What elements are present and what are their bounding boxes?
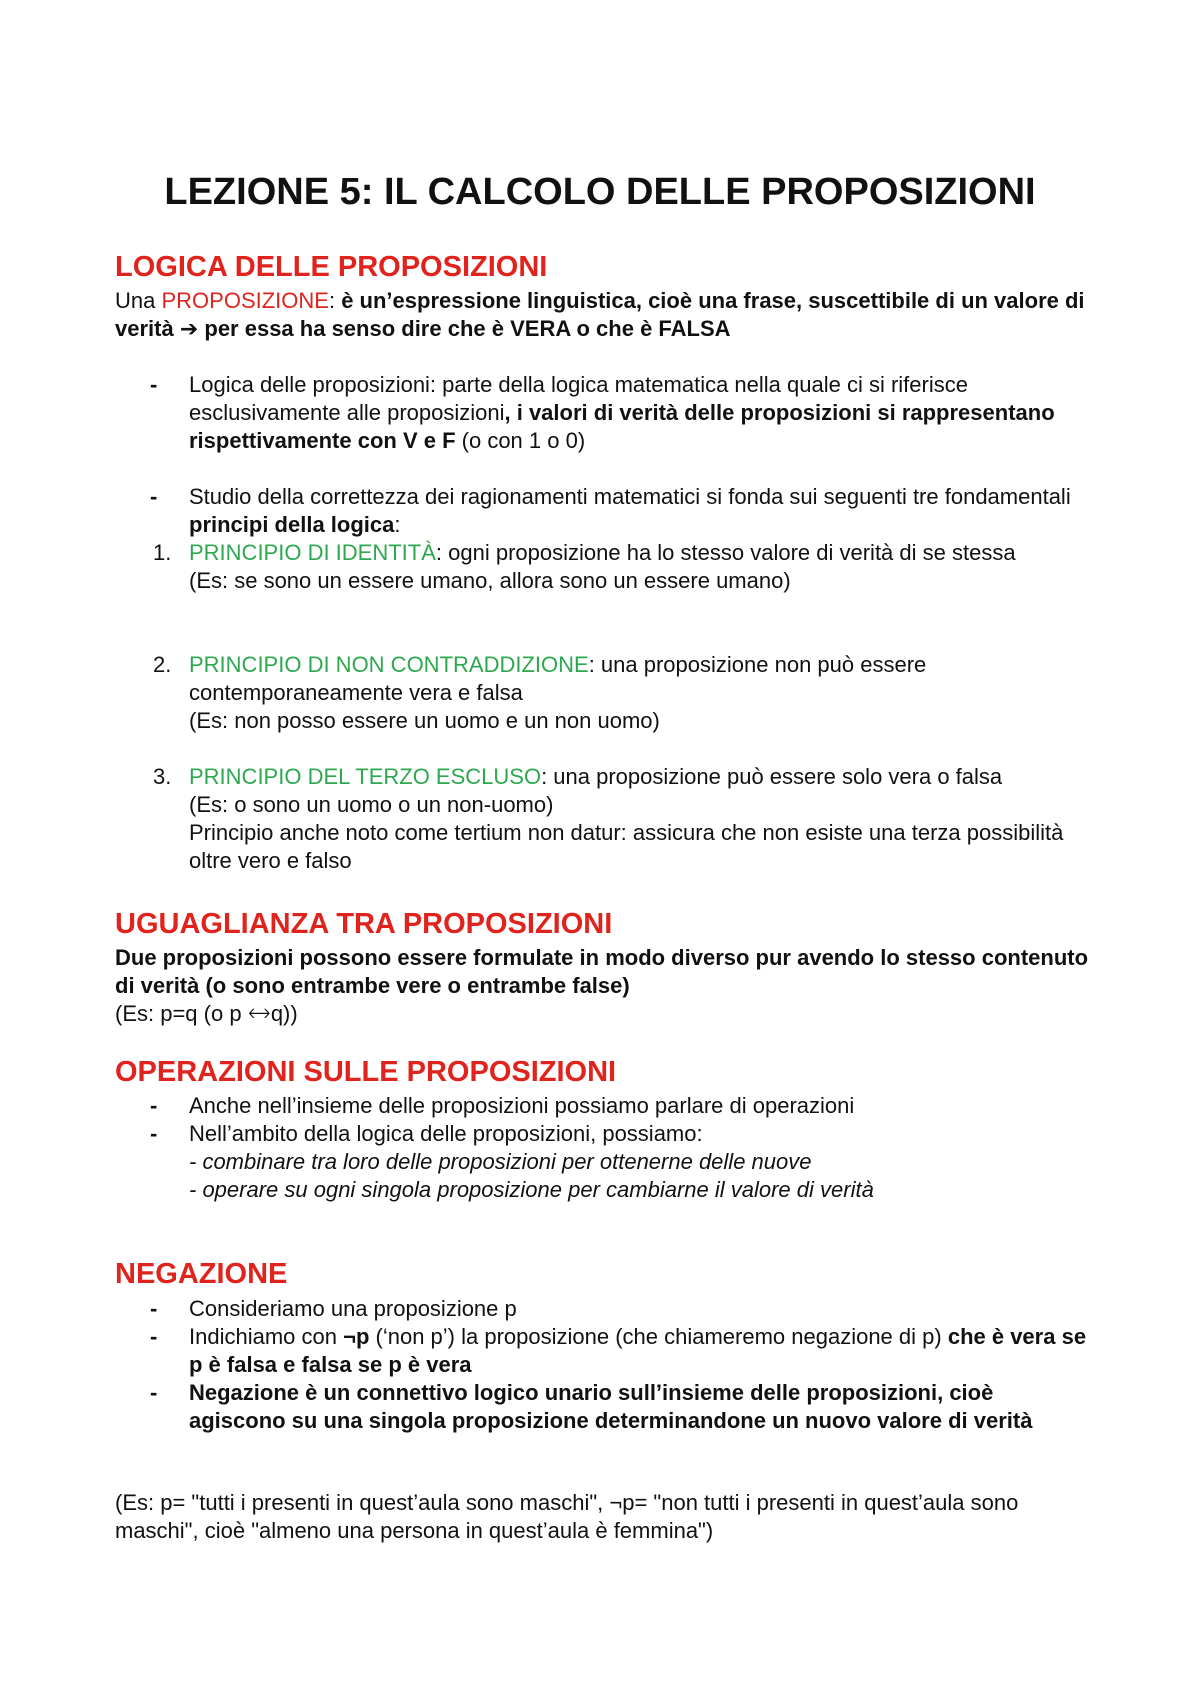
def-term: PROPOSIZIONE — [161, 288, 329, 313]
heading-logica: LOGICA DELLE PROPOSIZIONI — [115, 251, 548, 283]
bullet-dash: - — [150, 484, 158, 509]
sub-item: - combinare tra loro delle proposizioni per ottenerne delle nuove — [189, 1149, 812, 1174]
principle-excluded-middle — [115, 763, 1095, 875]
double-arrow-icon: 🡘 — [247, 1001, 271, 1026]
example-text: (Es: non posso essere un uomo e un non uomo) — [189, 708, 660, 733]
right-arrow-icon: ➔ — [179, 316, 199, 341]
principle-name: PRINCIPIO DI NON CONTRADDIZIONE — [189, 652, 589, 677]
def-body: è un’espressione linguistica, cioè una frase, suscettibile di un valore di verità — [115, 288, 1085, 341]
list-item-text: PRINCIPIO DEL TERZO ESCLUSO: una proposizione può essere solo vera o falsa (Es: o sono un uomo o un non-uomo) Principio anche noto come tertium non datur: assicura che non esiste una terza possibilità oltre vero e falso — [189, 763, 1095, 875]
bullet-dash: - — [150, 1093, 158, 1118]
list-item-text: Indichiamo con ¬p (‘non p’) la proposizione (che chiameremo negazione di p) che è vera se p è falsa e falsa se p è vera — [189, 1324, 1087, 1377]
principle-identity — [115, 539, 1095, 595]
list-item — [115, 1092, 1095, 1120]
bullet-dash: - — [150, 1380, 158, 1405]
list-item — [115, 1323, 1095, 1379]
def-una: Una — [115, 288, 162, 313]
principle-name: PRINCIPIO DI IDENTITÀ — [189, 540, 436, 565]
list-number: 2. — [153, 652, 172, 677]
equality-text: Due proposizioni possono essere formulate in modo diverso pur avendo lo stesso contenuto di verità (o sono entrambe vere o entrambe false) — [115, 945, 1089, 998]
list-item-text: Negazione è un connettivo logico unario sull’insieme delle proposizioni, cioè agiscono su una singola proposizione determinandone un nuovo valore di verità — [189, 1380, 1033, 1433]
list-number: 3. — [153, 764, 172, 789]
heading-negazione: NEGAZIONE — [115, 1258, 288, 1290]
heading-uguaglianza: UGUAGLIANZA TRA PROPOSIZIONI — [115, 908, 613, 940]
list-item-text: PRINCIPIO DI NON CONTRADDIZIONE: una proposizione non può essere contemporaneamente vera e falsa (Es: non posso essere un uomo e un non uomo) — [189, 651, 1095, 735]
proposition-definition — [115, 287, 1105, 343]
bullet-dash: - — [150, 372, 158, 397]
list-item-text: Studio della correttezza dei ragionamenti matematici si fonda sui seguenti tre fondamentali principi della logica: — [189, 484, 1071, 537]
list-item-text: Consideriamo una proposizione p — [189, 1296, 517, 1321]
list-item — [115, 1120, 1095, 1204]
def-colon: : — [328, 288, 342, 313]
list-item — [115, 1379, 1095, 1435]
list-item-text: Nell’ambito della logica delle proposizioni, possiamo: - combinare tra loro delle proposizioni per ottenerne delle nuove - operare su ogni singola proposizione per cambiarne il valore di verità — [189, 1120, 1095, 1204]
principle-name: PRINCIPIO DEL TERZO ESCLUSO — [189, 764, 542, 789]
negation-example: (Es: p= "tutti i presenti in quest’aula sono maschi", ¬p= "non tutti i presenti in quest’aula sono maschi", cioè "almeno una persona in quest’aula è femmina") — [115, 1490, 1019, 1543]
sub-item: - operare su ogni singola proposizione per cambiarne il valore di verità — [189, 1177, 874, 1202]
list-item — [115, 1295, 1095, 1323]
list-item-text: PRINCIPIO DI IDENTITÀ: ogni proposizione ha lo stesso valore di verità di se stessa (Es: se sono un essere umano, allora sono un essere umano) — [189, 539, 1095, 595]
bullet-dash: - — [150, 1324, 158, 1349]
bullet-dash: - — [150, 1121, 158, 1146]
equality-example: (Es: p=q (o p 🡘q)) — [115, 1001, 298, 1026]
list-number: 1. — [153, 540, 172, 565]
bullet-dash: - — [150, 1296, 158, 1321]
list-item — [115, 371, 1095, 455]
def-tail: per essa ha senso dire che è VERA o che è FALSA — [198, 316, 731, 341]
page-title: LEZIONE 5: IL CALCOLO DELLE PROPOSIZIONI — [164, 171, 1036, 213]
list-item — [115, 483, 1095, 539]
note-text: Principio anche noto come tertium non datur: assicura che non esiste una terza possibilità oltre vero e falso — [189, 820, 1064, 873]
list-item-text: Anche nell’insieme delle proposizioni possiamo parlare di operazioni — [189, 1093, 855, 1118]
heading-operazioni: OPERAZIONI SULLE PROPOSIZIONI — [115, 1056, 617, 1088]
example-text: (Es: se sono un essere umano, allora sono un essere umano) — [189, 568, 791, 593]
example-text: (Es: o sono un uomo o un non-uomo) — [189, 792, 554, 817]
list-item-text: Logica delle proposizioni: parte della logica matematica nella quale ci si riferisce esclusivamente alle proposizioni, i valori di verità delle proposizioni si rappresentano rispettivamente con V e F (o con 1 o 0) — [189, 372, 1055, 453]
principle-non-contradiction — [115, 651, 1095, 735]
